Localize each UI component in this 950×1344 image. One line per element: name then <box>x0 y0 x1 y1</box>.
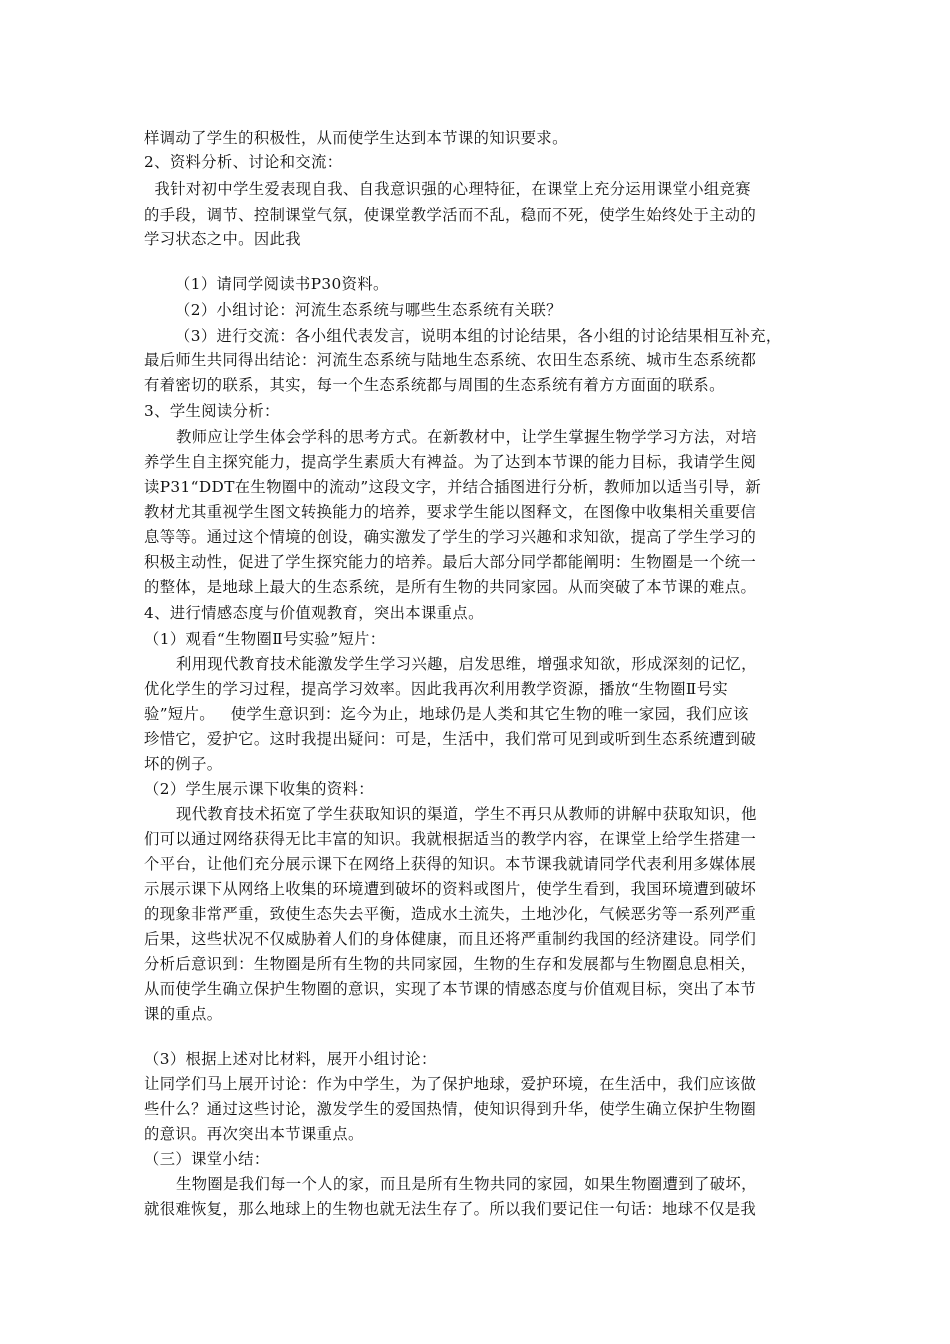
text-line: 从而使学生确立保护生物圈的意识，实现了本节课的情感态度与价值观目标，突出了本节 <box>144 980 757 998</box>
list-item: （3）进行交流：各小组代表发言，说明本组的讨论结果，各小组的讨论结果相互补充， <box>175 327 782 345</box>
section-heading: （三）课堂小结： <box>144 1150 270 1168</box>
text-line: 的手段，调节、控制课堂气氛，使课堂教学活而不乱，稳而不死，使学生始终处于主动的 <box>144 206 757 224</box>
subsection-heading: （3）根据上述对比材料，展开小组讨论： <box>144 1050 437 1068</box>
text-line: 珍惜它，爱护它。这时我提出疑问：可是，生活中，我们常可见到或听到生态系统遭到破 <box>144 730 757 748</box>
text-line: 教师应让学生体会学科的思考方式。在新教材中，让学生掌握生物学学习方法，对培 <box>176 428 757 446</box>
text-line: 就很难恢复，那么地球上的生物也就无法生存了。所以我们要记住一句话：地球不仅是我 <box>144 1200 757 1218</box>
section-heading: 2、资料分析、讨论和交流： <box>144 153 343 171</box>
text-line: 学习状态之中。因此我 <box>144 230 301 248</box>
list-item: （2）小组讨论：河流生态系统与哪些生态系统有关联？ <box>175 301 562 319</box>
text-line: 息等等。通过这个情境的创设，确实激发了学生的学习兴趣和求知欲，提高了学生学习的 <box>144 528 757 546</box>
text-line: 课的重点。 <box>144 1005 223 1023</box>
text-line: 验”短片。 使学生意识到：迄今为止，地球仍是人类和其它生物的唯一家园，我们应该 <box>144 705 749 723</box>
text-line: 样调动了学生的积极性，从而使学生达到本节课的知识要求。 <box>144 129 568 147</box>
text-line: 最后师生共同得出结论：河流生态系统与陆地生态系统、农田生态系统、城市生态系统都 <box>144 351 757 369</box>
text-line: 的现象非常严重，致使生态失去平衡，造成水土流失，土地沙化，气候恶劣等一系列严重 <box>144 905 757 923</box>
text-line: 养学生自主探究能力，提高学生素质大有裨益。为了达到本节课的能力目标，我请学生阅 <box>144 453 757 471</box>
text-line: 让同学们马上展开讨论：作为中学生，为了保护地球，爱护环境，在生活中，我们应该做 <box>144 1075 757 1093</box>
text-line: 后果，这些状况不仅威胁着人们的身体健康，而且还将严重制约我国的经济建设。同学们 <box>144 930 757 948</box>
text-line: 些什么？通过这些讨论，激发学生的爱国热情，使知识得到升华，使学生确立保护生物圈 <box>144 1100 757 1118</box>
text-line: 的意识。再次突出本节课重点。 <box>144 1125 364 1143</box>
text-line: 优化学生的学习过程，提高学习效率。因此我再次利用教学资源，播放“生物圈Ⅱ号实 <box>144 680 729 698</box>
text-line: 生物圈是我们每一个人的家，而且是所有生物共同的家园，如果生物圈遭到了破坏， <box>176 1175 757 1193</box>
text-line: 读P31“DDT在生物圈中的流动”这段文字，并结合插图进行分析，教师加以适当引导，新 <box>144 478 762 496</box>
subsection-heading: （2）学生展示课下收集的资料： <box>144 780 374 798</box>
text-line: 分析后意识到：生物圈是所有生物的共同家园，生物的生存和发展都与生物圈息息相关， <box>144 955 757 973</box>
list-item: （1）请同学阅读书P30资料。 <box>175 275 389 293</box>
section-heading: 4、进行情感态度与价值观教育，突出本课重点。 <box>144 604 484 622</box>
subsection-heading: （1）观看“生物圈Ⅱ号实验”短片： <box>144 630 386 648</box>
text-line: 个平台，让他们充分展示课下在网络上获得的知识。本节课我就请同学代表利用多媒体展 <box>144 855 757 873</box>
text-line: 坏的例子。 <box>144 755 223 773</box>
text-line: 有着密切的联系，其实，每一个生态系统都与周围的生态系统有着方方面面的联系。 <box>144 376 725 394</box>
text-line: 我针对初中学生爱表现自我、自我意识强的心理特征，在课堂上充分运用课堂小组竞赛 <box>144 180 752 198</box>
text-line: 们可以通过网络获得无比丰富的知识。我就根据适当的教学内容，在课堂上给学生搭建一 <box>144 830 757 848</box>
text-line: 的整体，是地球上最大的生态系统，是所有生物的共同家园。从而突破了本节课的难点。 <box>144 578 757 596</box>
text-line: 教材尤其重视学生图文转换能力的培养，要求学生能以图释文，在图像中收集相关重要信 <box>144 503 757 521</box>
text-line: 示展示课下从网络上收集的环境遭到破坏的资料或图片，使学生看到，我国环境遭到破坏 <box>144 880 757 898</box>
section-heading: 3、学生阅读分析： <box>144 402 280 420</box>
text-line: 现代教育技术拓宽了学生获取知识的渠道，学生不再只从教师的讲解中获取知识，他 <box>176 805 757 823</box>
text-line: 积极主动性，促进了学生探究能力的培养。最后大部分同学都能阐明：生物圈是一个统一 <box>144 553 757 571</box>
text-line: 利用现代教育技术能激发学生学习兴趣，启发思维，增强求知欲，形成深刻的记忆， <box>176 655 757 673</box>
